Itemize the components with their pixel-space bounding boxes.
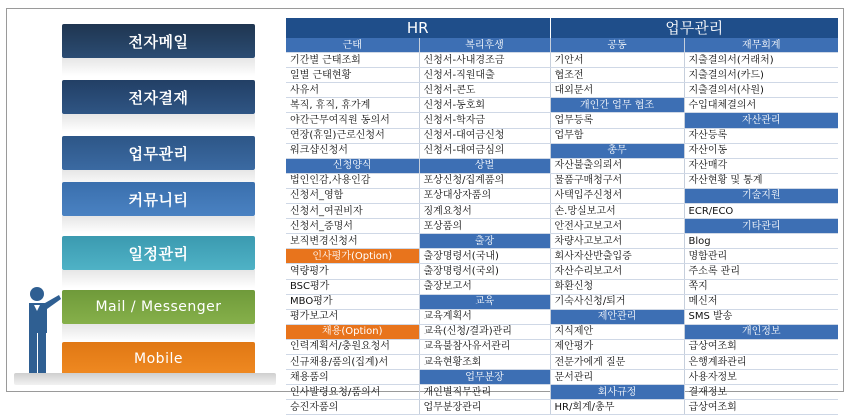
table-cell: 법인인감,사용인감 (286, 173, 419, 188)
section-header: 제안관리 (550, 309, 684, 324)
table-row (286, 113, 838, 128)
menu-community: 커뮤니티 (62, 182, 255, 216)
section-header: 총무 (550, 143, 684, 158)
table-cell: 일별 근태현황 (286, 68, 419, 83)
menu-reflection (62, 270, 255, 288)
table-cell: 출장명령서(국외) (419, 264, 550, 279)
table-row (286, 83, 838, 98)
table-cell: 포상신청/집계품의 (419, 173, 550, 188)
table-cell: 개인별직무관리 (419, 385, 550, 400)
table-cell: 신청서-콘도 (419, 83, 550, 98)
menu-mobile: Mobile (62, 342, 255, 376)
table-cell: BSC평가 (286, 279, 419, 294)
menu-schedule: 일정관리 (62, 236, 255, 270)
table-cell: 신청서-직원대출 (419, 68, 550, 83)
table-cell: 신청서-대여금신청 (419, 128, 550, 143)
table-cell: 지식제안 (550, 324, 684, 339)
table-cell: 신청서_증명서 (286, 219, 419, 234)
table-cell: 대외문서 (550, 83, 684, 98)
table-cell: 신청서_여권비자 (286, 204, 419, 219)
table-cell: 자산등록 (684, 128, 838, 143)
table-cell: 전문가에게 질문 (550, 354, 684, 369)
section-header: 개인정보 (684, 324, 838, 339)
table-cell: 협조전 (550, 68, 684, 83)
table-cell: 문서관리 (550, 370, 684, 385)
menu-approval: 전자결재 (62, 80, 255, 114)
table-row (286, 339, 838, 354)
table-cell: 손.망실보고서 (550, 204, 684, 219)
option-section-header: 인사평가(Option) (286, 249, 419, 264)
table-cell: 은행계좌관리 (684, 354, 838, 369)
option-section-header: 채용(Option) (286, 324, 419, 339)
table-cell: 자산이동 (684, 143, 838, 158)
table-cell: 업무분장관리 (419, 400, 550, 415)
table-cell: 인사발령요청/품의서 (286, 385, 419, 400)
section-header: 출장 (419, 234, 550, 249)
header-hr: HR (286, 18, 550, 38)
table-cell: 수입대체결의서 (684, 98, 838, 113)
table-cell: 징계요청서 (419, 204, 550, 219)
table-row (286, 68, 838, 83)
table-row (286, 264, 838, 279)
table-cell: 연장(휴일)근로신청서 (286, 128, 419, 143)
table-cell: 야간근무여직원 동의서 (286, 113, 419, 128)
table-cell: 역량평가 (286, 264, 419, 279)
table-cell: 사택입주신청서 (550, 188, 684, 203)
table-row (286, 158, 838, 173)
table-row (286, 324, 838, 339)
table-row (286, 385, 838, 400)
table-row (286, 53, 838, 68)
table-cell: 평가보고서 (286, 309, 419, 324)
table-cell: 자산매각 (684, 158, 838, 173)
table-cell: 기간별 근태조회 (286, 53, 419, 68)
table-cell: 보직변경신청서 (286, 234, 419, 249)
table-cell: 지출결의서(사원) (684, 83, 838, 98)
table-cell: 승진자품의 (286, 400, 419, 415)
table-cell: 출장보고서 (419, 279, 550, 294)
section-header: 개인간 업무 협조 (550, 98, 684, 113)
menu-reflection (62, 216, 255, 234)
table-cell: 안전사고보고서 (550, 219, 684, 234)
table-cell: 명함관리 (684, 249, 838, 264)
table-cell: 포상대상자품의 (419, 188, 550, 203)
table-row (286, 234, 838, 249)
section-header: 자산관리 (684, 113, 838, 128)
table-cell: 기안서 (550, 53, 684, 68)
header-work-management: 업무관리 (550, 18, 838, 38)
table-cell: 인력계획서/충원요청서 (286, 339, 419, 354)
table-cell: 화환신청 (550, 279, 684, 294)
table-cell: 신청서-학자금 (419, 113, 550, 128)
feature-table (286, 18, 838, 415)
table-cell: 사유서 (286, 83, 419, 98)
table-sub-header (286, 38, 838, 53)
table-row (286, 143, 838, 158)
table-cell: 회사자산반출입증 (550, 249, 684, 264)
table-cell: 업무등록 (550, 113, 684, 128)
table-row (286, 294, 838, 309)
menu-reflection (62, 58, 255, 76)
section-header: 신청양식 (286, 158, 419, 173)
menu-work-management: 업무관리 (62, 136, 255, 170)
table-cell: Blog (684, 234, 838, 249)
table-cell: 신청서-동호회 (419, 98, 550, 113)
table-cell: MBO평가 (286, 294, 419, 309)
table-cell: 출장명령서(국내) (419, 249, 550, 264)
table-row (286, 249, 838, 264)
table-cell: 자산불출의뢰서 (550, 158, 684, 173)
menu-reflection (62, 114, 255, 132)
table-cell: 쪽지 (684, 279, 838, 294)
table-row (286, 173, 838, 188)
table-cell: 메신저 (684, 294, 838, 309)
menu-email: 전자메일 (62, 24, 255, 58)
table-cell: 신청서-대여금심의 (419, 143, 550, 158)
table-cell: 결재정보 (684, 385, 838, 400)
subheader-common: 공동 (550, 38, 684, 53)
presenter-figure-icon (22, 286, 62, 378)
table-cell: 교육불참사유서관리 (419, 339, 550, 354)
table-cell: 포상품의 (419, 219, 550, 234)
table-cell: ECR/ECO (684, 204, 838, 219)
subheader-welfare: 복리후생 (419, 38, 550, 53)
table-cell: 복직, 휴직, 휴가계 (286, 98, 419, 113)
table-cell: 자산현황 및 통계 (684, 173, 838, 188)
table-cell: 교육현황조회 (419, 354, 550, 369)
section-header: 기타관리 (684, 219, 838, 234)
subheader-attendance: 근태 (286, 38, 419, 53)
table-row (286, 204, 838, 219)
table-cell: 워크샵신청서 (286, 143, 419, 158)
table-row (286, 279, 838, 294)
table-cell: 자산수리보고서 (550, 264, 684, 279)
table-row (286, 370, 838, 385)
table-cell: HR/회계/총무 (550, 400, 684, 415)
table-row (286, 219, 838, 234)
table-cell: 주소록 관리 (684, 264, 838, 279)
table-row (286, 354, 838, 369)
table-cell: 업무함 (550, 128, 684, 143)
table-cell: 물품구매청구서 (550, 173, 684, 188)
section-header: 교육 (419, 294, 550, 309)
table-row (286, 98, 838, 113)
table-cell: 채용품의 (286, 370, 419, 385)
menu-reflection (62, 324, 255, 342)
table-main-header (286, 18, 838, 38)
table-row (286, 400, 838, 415)
table-cell: 신청서-사내경조금 (419, 53, 550, 68)
table-row (286, 188, 838, 203)
table-cell: 교육계획서 (419, 309, 550, 324)
subheader-finance: 재무회계 (684, 38, 838, 53)
table-cell: 제안평가 (550, 339, 684, 354)
section-header: 회사규정 (550, 385, 684, 400)
table-row (286, 128, 838, 143)
menu-mail-messenger: Mail / Messenger (62, 290, 255, 324)
table-cell: 기숙사신청/퇴거 (550, 294, 684, 309)
section-header: 상벌 (419, 158, 550, 173)
table-cell: 사용자정보 (684, 370, 838, 385)
table-cell: 급상여조회 (684, 400, 838, 415)
table-cell: 신청서_영함 (286, 188, 419, 203)
table-cell: 지출결의서(카드) (684, 68, 838, 83)
table-cell: 교육(신청/결과)관리 (419, 324, 550, 339)
table-cell: SMS 발송 (684, 309, 838, 324)
section-header: 업무분장 (419, 370, 550, 385)
section-header: 기술지원 (684, 188, 838, 203)
table-row (286, 309, 838, 324)
table-cell: 지출결의서(거래처) (684, 53, 838, 68)
table-cell: 급상여조회 (684, 339, 838, 354)
table-cell: 신규채용/품의(집계)서 (286, 354, 419, 369)
table-cell: 차량사고보고서 (550, 234, 684, 249)
